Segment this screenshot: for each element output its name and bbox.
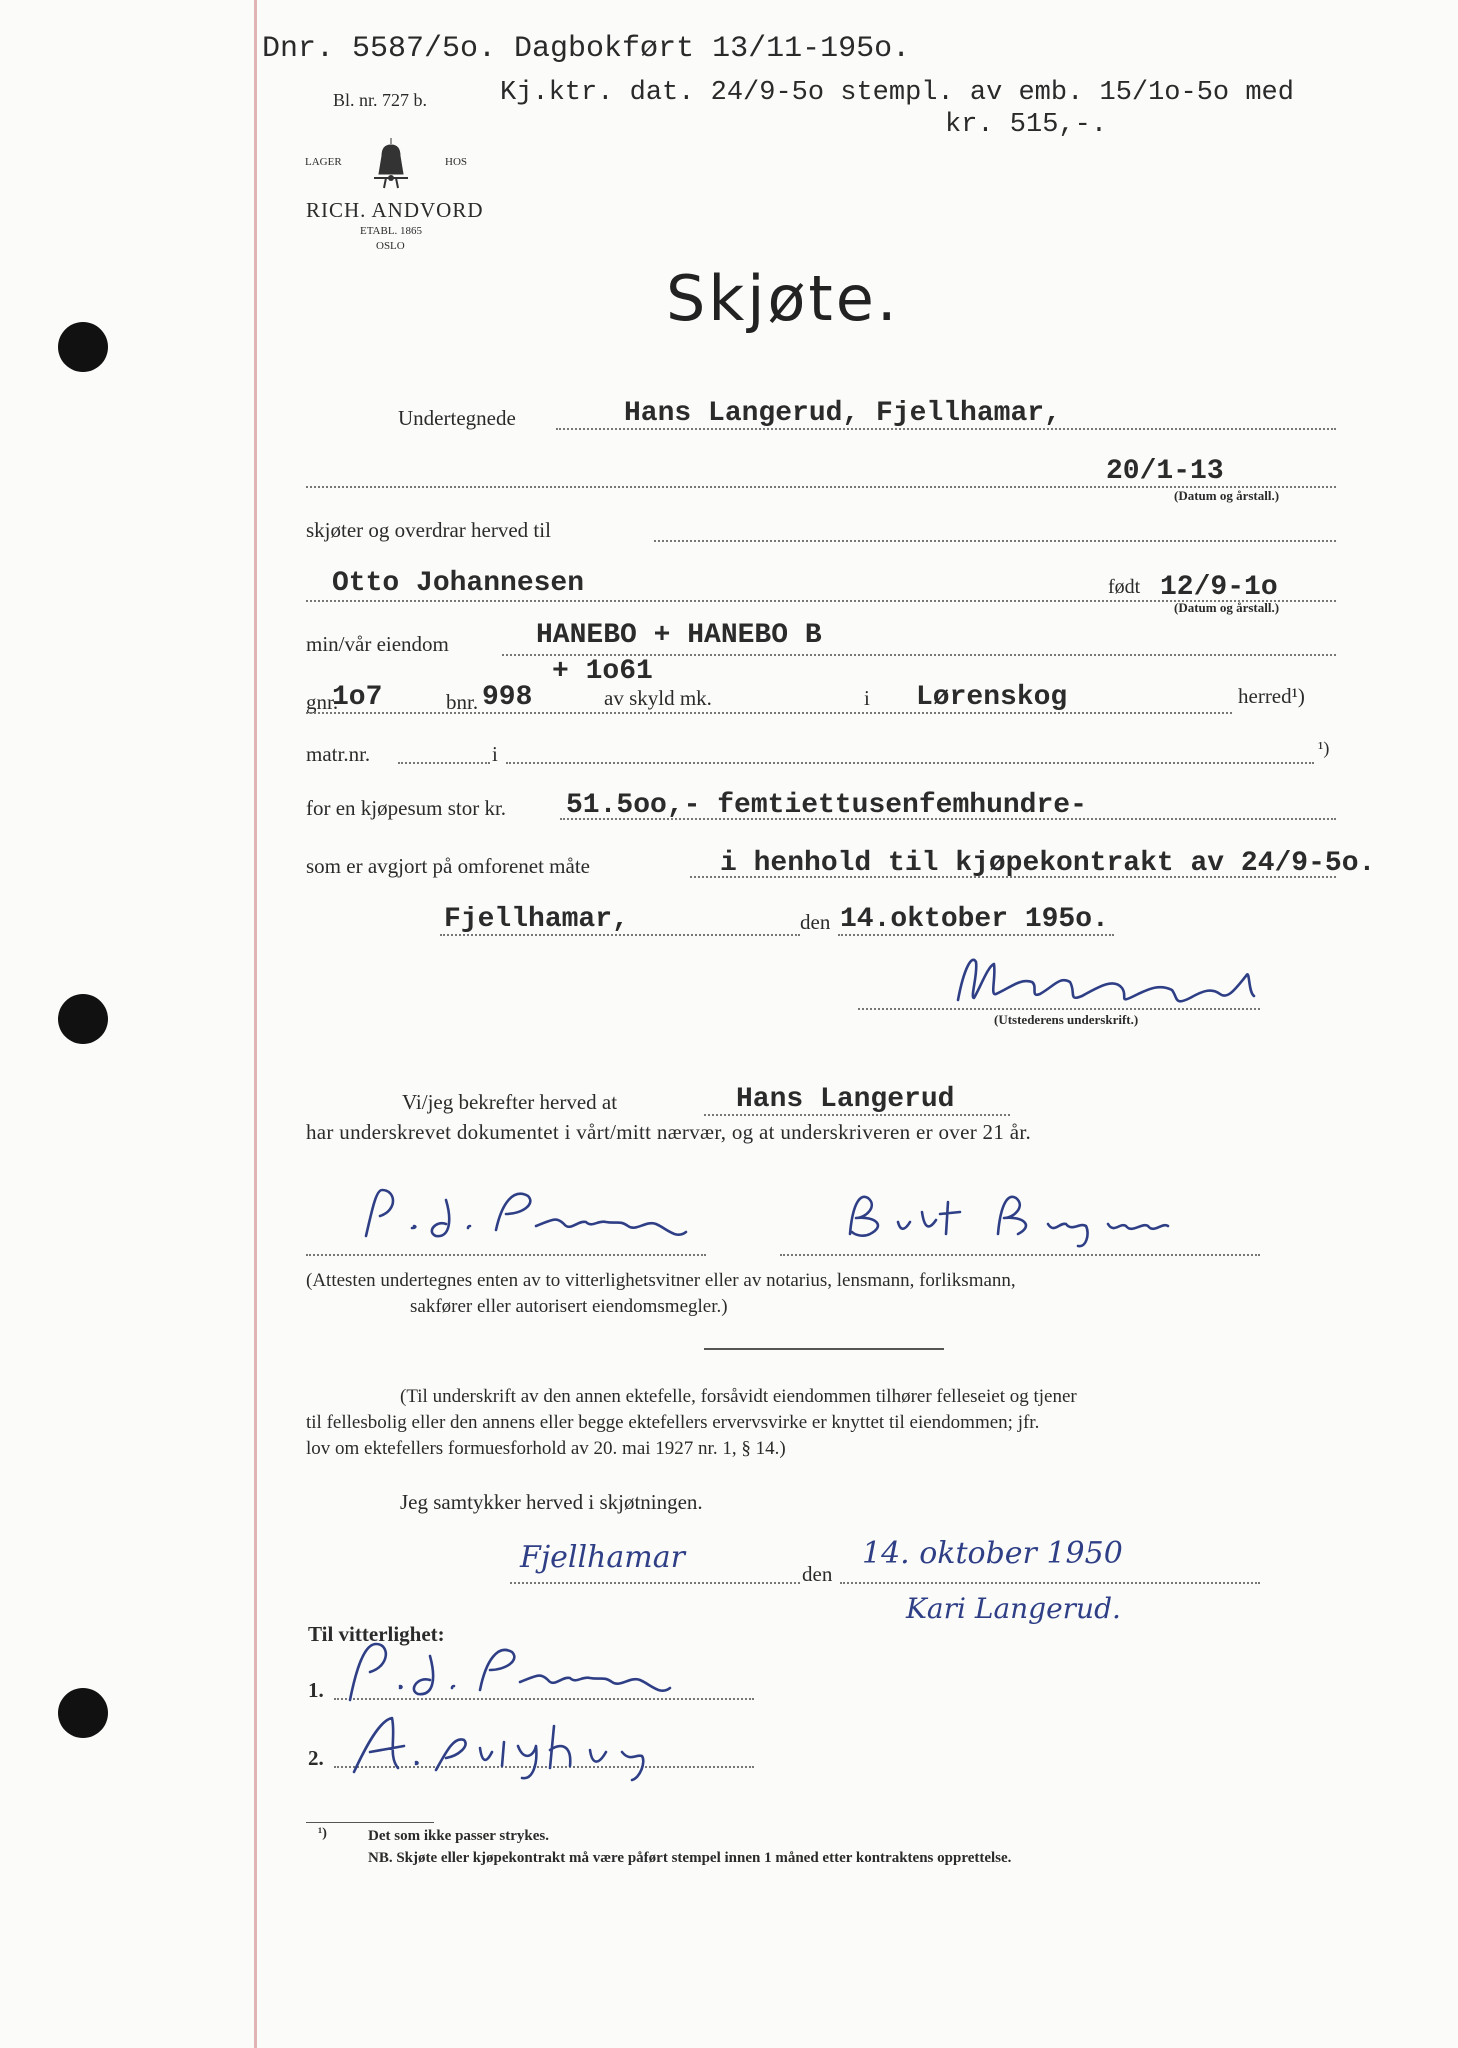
punch-hole-top (58, 322, 108, 372)
skyld-label: av skyld mk. (604, 686, 712, 710)
witness-2-signature (828, 1182, 1248, 1252)
attest-note-1: (Attesten undertegnes enten av to vitterlighetsvitner eller av notarius, lensmann, forliksmann, (306, 1270, 1016, 1291)
matr-i: i (492, 742, 498, 766)
witness-number-2: 2. (308, 1746, 324, 1770)
attest-label: Vi/jeg bekrefter herved at (402, 1090, 618, 1114)
attest-line-2: har underskrevet dokumentet i vårt/mitt nærvær, og at underskriveren er over 21 år. (306, 1120, 1032, 1144)
consent-place-line (510, 1582, 800, 1584)
footnote-line-1: Det som ikke passer strykes. (368, 1828, 549, 1844)
i-label: i (864, 686, 870, 710)
datum-note-2: (Datum og årstall.) (1174, 600, 1280, 615)
form-number: Bl. nr. 727 b. (333, 90, 428, 110)
stamp-line-2: kr. 515,-. (945, 110, 1108, 140)
skjoter-line (654, 540, 1336, 542)
consent-witness-1-signature (330, 1630, 770, 1710)
witness-1-signature (356, 1180, 716, 1250)
attest-note-2: sakfører eller autorisert eiendomsmegler.) (410, 1296, 728, 1317)
signature-line (858, 1008, 1260, 1010)
consent-place: Fjellhamar (520, 1540, 685, 1575)
gnr-label: gnr. (306, 690, 339, 714)
consent-date: 14. oktober 1950 (862, 1536, 1123, 1571)
margin-line (254, 0, 257, 2048)
consent-witness-2-signature (340, 1706, 760, 1786)
consent-date-line (840, 1582, 1260, 1584)
datum-note-1: (Datum og årstall.) (1174, 488, 1280, 503)
spouse-signature: Kari Langerud. (906, 1592, 1121, 1625)
purchase-price: 51.5oo,- femtiettusenfemhundre- (566, 790, 1087, 821)
consent-den-label: den (802, 1562, 833, 1586)
buyer-birth: 12/9-1o (1160, 572, 1278, 603)
publisher-hos: HOS (445, 156, 468, 168)
footnote-mark: ¹) (318, 1826, 327, 1841)
stamp-line-1: Kj.ktr. dat. 24/9-5o stempl. av emb. 15/1o-5o med (500, 78, 1294, 108)
spouse-para-1: (Til underskrift av den annen ektefelle, forsåvidt eiendommen tilhører felleseiet og tjener (400, 1386, 1077, 1407)
avgjort-label: som er avgjort på omforenet måte (306, 854, 590, 878)
property-name: HANEBO + HANEBO B (536, 620, 822, 651)
fodt-label: født (1108, 576, 1141, 598)
kjopesum-label: for en kjøpesum stor kr. (306, 796, 507, 820)
den-label: den (800, 910, 831, 934)
matr-line-1 (398, 762, 490, 764)
skjoter-label: skjøter og overdrar herved til (306, 518, 551, 542)
publisher-lager: LAGER (305, 156, 342, 168)
municipality: Lørenskog (916, 682, 1068, 713)
seller-name: Hans Langerud, Fjellhamar, (624, 398, 1061, 429)
publisher-name: RICH. ANDVORD (306, 198, 484, 222)
gnr-line (306, 712, 1232, 714)
witness-number-1: 1. (308, 1678, 324, 1702)
matr-footnote: ¹) (1318, 738, 1330, 758)
witness-2-line (780, 1254, 1260, 1256)
buyer-name: Otto Johannesen (332, 568, 585, 599)
attest-signer: Hans Langerud (736, 1084, 955, 1115)
publisher-city: OSLO (376, 240, 405, 252)
spouse-para-3: lov om ektefellers formuesforhold av 20. mai 1927 nr. 1, § 14.) (306, 1438, 786, 1459)
punch-hole-middle (58, 994, 108, 1044)
utsteder-note: (Utstederens underskrift.) (994, 1012, 1139, 1027)
witness-1-line (306, 1254, 706, 1256)
undertegnede-label: Undertegnede (398, 406, 516, 430)
property-extra: + 1o61 (552, 656, 653, 687)
section-divider (704, 1348, 944, 1350)
punch-hole-bottom (58, 1688, 108, 1738)
consent-text: Jeg samtykker herved i skjøtningen. (400, 1490, 703, 1514)
matr-line-2 (506, 762, 1314, 764)
date: 14.oktober 195o. (840, 904, 1109, 935)
eiendom-label: min/vår eiendom (306, 632, 449, 656)
footnote-rule (306, 1822, 434, 1823)
gnr-value: 1o7 (332, 682, 383, 713)
footnote-line-2: NB. Skjøte eller kjøpekontrakt må være påført stempel innen 1 måned etter kontraktens opprettelse. (368, 1850, 1012, 1866)
vitterlighet-label: Til vitterlighet: (308, 1622, 445, 1646)
bnr-value: 998 (482, 682, 533, 713)
payment-terms: i henhold til kjøpekontrakt av 24/9-5o. (720, 848, 1376, 879)
spouse-para-2: til fellesbolig eller den annens eller begge ektefellers ervervsvirke er knyttet til eiendommen; jfr. (306, 1412, 1040, 1433)
document-title: Skjøte. (666, 262, 900, 335)
registration-line: Dnr. 5587/5o. Dagbokført 13/11-195o. (262, 32, 911, 66)
publisher-established: ETABL. 1865 (360, 225, 423, 237)
seller-birth: 20/1-13 (1106, 456, 1224, 487)
matr-label: matr.nr. (306, 742, 371, 766)
bell-logo-icon (368, 134, 414, 192)
bnr-label: bnr. (446, 690, 479, 714)
herred-label: herred¹) (1238, 684, 1305, 708)
place: Fjellhamar, (444, 904, 629, 935)
